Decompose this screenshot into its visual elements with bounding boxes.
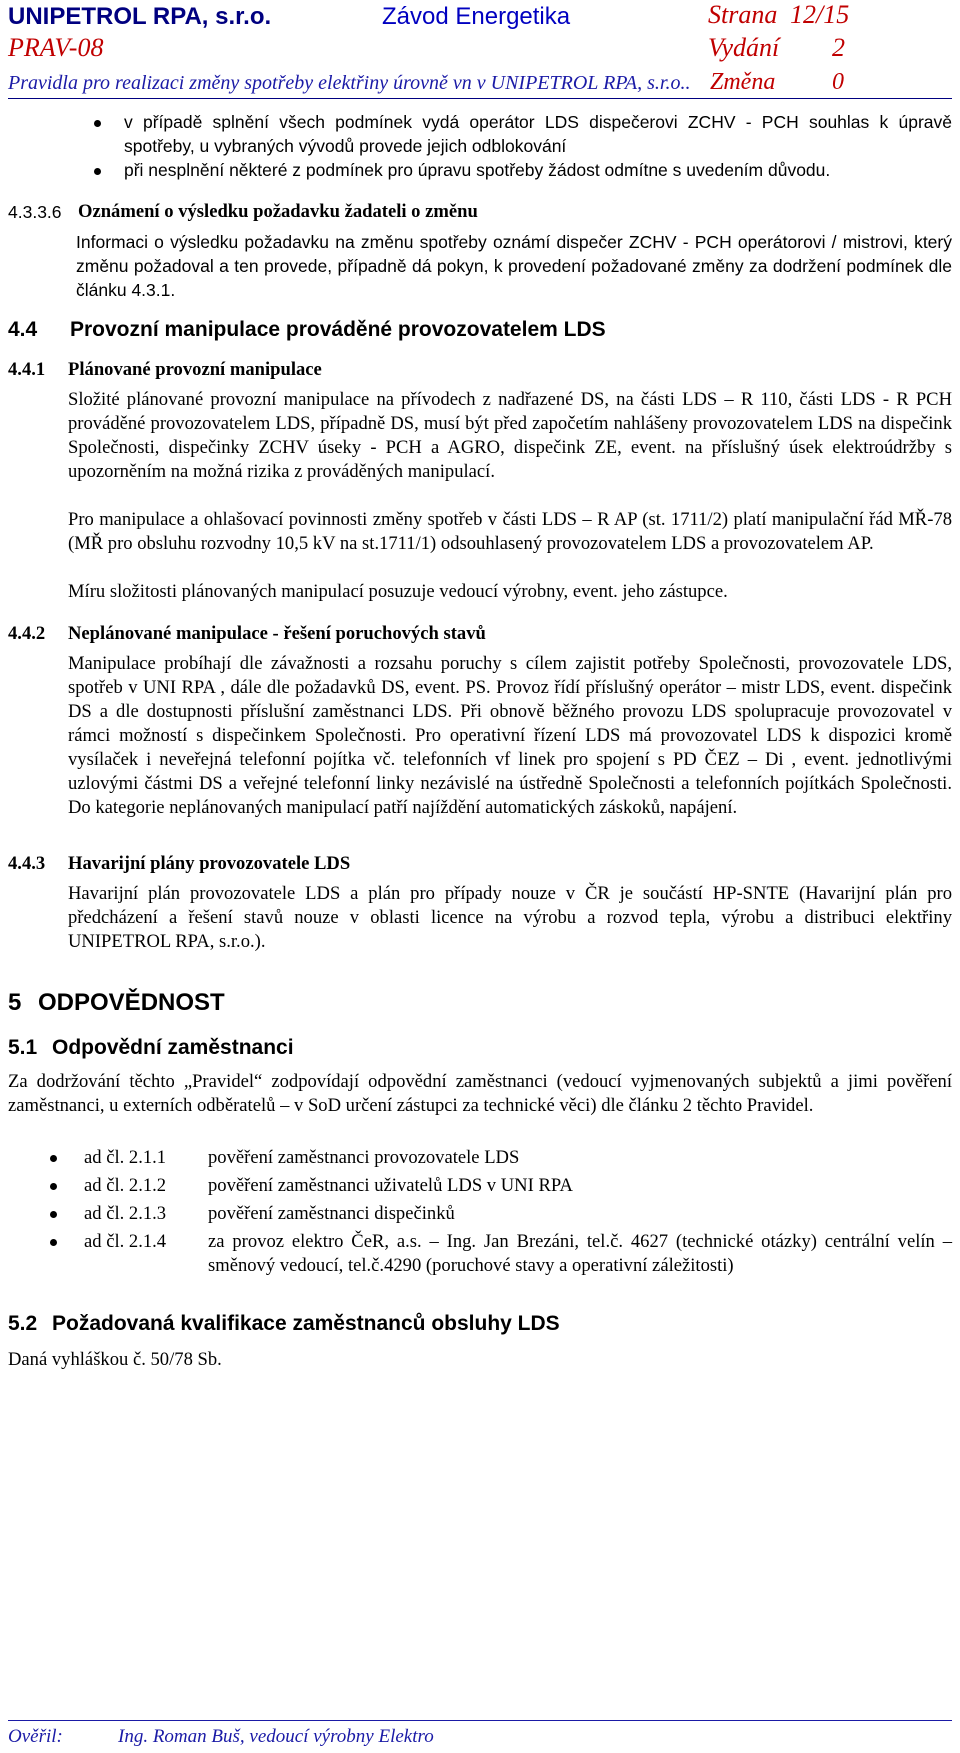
page-label: Strana	[708, 0, 778, 29]
section-paragraph: Za dodržování těchto „Pravidel“ zodpovídají odpovědní zaměstnanci (vedoucí vyjmenovaných subjektů a jimi pověření zaměstnanci, u externích odběratelů – v SoD určení zástupci za technické věci) dle článku 2 těchto Pravidel.	[8, 1071, 952, 1116]
change-number: 0	[832, 69, 844, 95]
bullet-dot	[94, 168, 101, 175]
header-rule	[8, 98, 952, 99]
change-label: Změna	[710, 69, 776, 95]
section-title: Oznámení o výsledku požadavku žadateli o změnu	[78, 201, 478, 222]
document-title: Pravidla pro realizaci změny spotřeby elektřiny úrovně vn v UNIPETROL RPA, s.r.o..	[8, 72, 691, 94]
bullet-dot	[50, 1239, 57, 1246]
intro-bullet: v případě splnění všech podmínek vydá operátor LDS dispečerovi ZCHV - PCH souhlas k úpravě spotřeby, u vybraných vývodů provede jejich odblokování	[124, 112, 952, 156]
section-paragraph: Míru složitosti plánovaných manipulací posuzuje vedoucí výrobny, event. jeho zástupce.	[68, 581, 728, 602]
section-number: 4.3.3.6	[8, 202, 62, 222]
bullet-dot	[50, 1211, 57, 1218]
footer-label: Ověřil:	[8, 1726, 63, 1747]
list-item-description: pověření zaměstnanci dispečinků	[208, 1203, 455, 1224]
section-title: Plánované provozní manipulace	[68, 359, 322, 380]
section-title: Havarijní plány provozovatele LDS	[68, 853, 351, 874]
section-number: 4.4.3	[8, 853, 46, 874]
section-number: 5.1	[8, 1036, 38, 1059]
bullet-dot	[94, 120, 101, 127]
section-heading: Požadovaná kvalifikace zaměstnanců obsluhy LDS	[52, 1312, 560, 1335]
section-paragraph: Daná vyhláškou č. 50/78 Sb.	[8, 1349, 222, 1370]
section-paragraph: Manipulace probíhají dle závažnosti a rozsahu poruchy s cílem zajistit potřeby Společnosti, provozovatele LDS, spotřeb v UNI RPA , dále dle požadavků DS, event. PS. Provoz řídí příslušný operátor – mistr LDS, event. dispečink DS a dle dostupnosti příslušní zaměstnanci LDS. Při obnově běžného provozu LDS spolupracuje provozovatel v rámci možností s dispečinkem Společnosti. Pro operativní řízení LDS má provozovatel LDS k dispozici kromě vysílaček i neveřejná telefonní pojítka vč. telefonních vf linek pro spojení s PD ČEZ – Di , event. jednotlivými uzlovými částmi DS a veřejné telefonní linky nezávislé na ústředně Společnosti a telefonních pojítkách Společnosti. Do kategorie neplánovaných manipulací patří najíždění automatických záskoků, napájení.	[68, 653, 952, 818]
section-paragraph: Havarijní plán provozovatele LDS a plán pro případy nouze v ČR je součástí HP-SNTE (Havarijní plán pro předcházení a řešení stavů nouze v oblasti licence na výrobu a rozvod tepla, výrobu a distribuci elektřiny UNIPETROL RPA, s.r.o.).	[68, 883, 952, 952]
footer-approver: Ing. Roman Buš, vedoucí výrobny Elektro	[118, 1726, 434, 1747]
chapter-heading: ODPOVĚDNOST	[38, 989, 225, 1016]
chapter-number: 5	[8, 989, 22, 1016]
list-item-reference: ad čl. 2.1.2	[84, 1175, 167, 1196]
page-number: 12/15	[790, 0, 850, 29]
list-item-description: pověření zaměstnanci uživatelů LDS v UNI RPA	[208, 1175, 573, 1196]
section-paragraph: Složité plánované provozní manipulace na přívodech z nadřazené DS, na části LDS – R 110, části LDS - R PCH prováděné provozovatelem LDS, případně DS, musí být před započetím nahlášeny provozovatelem LDS na dispečink Společnosti, dispečinky ZCHV úseky - PCH a AGRO, dispečink ZE, event. na příslušný úsek elektroúdržby s upozorněním na možná rizika z prováděných manipulací.	[68, 389, 952, 482]
section-paragraph: Pro manipulace a ohlašovací povinnosti změny spotřeb v části LDS – R AP (st. 1711/2) platí manipulační řád MŘ-78 (MŘ pro obsluhu rozvodny 10,5 kV na st.1711/1) odsouhlasený provozovatelem LDS a provozovatelem AP.	[68, 509, 952, 554]
intro-bullet: při nesplnění některé z podmínek pro úpravu spotřeby žádost odmítne s uvedením důvodu.	[124, 160, 831, 180]
list-item-reference: ad čl. 2.1.4	[84, 1231, 167, 1252]
bullet-dot	[50, 1155, 57, 1162]
section-heading: Odpovědní zaměstnanci	[52, 1036, 294, 1059]
document-code: PRAV-08	[8, 33, 104, 62]
list-item-reference: ad čl. 2.1.1	[84, 1147, 167, 1168]
section-number: 4.4	[8, 318, 38, 341]
department-name: Závod Energetika	[382, 3, 571, 30]
edition-number: 2	[832, 33, 845, 62]
section-number: 5.2	[8, 1312, 38, 1335]
section-heading: Provozní manipulace prováděné provozovatelem LDS	[70, 318, 606, 341]
list-item-reference: ad čl. 2.1.3	[84, 1203, 167, 1224]
section-number: 4.4.2	[8, 623, 46, 644]
company-name: UNIPETROL RPA, s.r.o.	[8, 3, 272, 30]
footer-rule	[8, 1720, 952, 1721]
list-item-description: pověření zaměstnanci provozovatele LDS	[208, 1147, 520, 1168]
edition-label: Vydání	[708, 33, 780, 62]
section-title: Neplánované manipulace - řešení poruchových stavů	[68, 623, 486, 644]
section-number: 4.4.1	[8, 359, 46, 380]
list-item-description: za provoz elektro ČeR, a.s. – Ing. Jan Brezáni, tel.č. 4627 (technické otázky) centrální velín – směnový vedoucí, tel.č.4290 (poruchové stavy a operativní záležitosti)	[208, 1231, 952, 1276]
bullet-dot	[50, 1183, 57, 1190]
section-paragraph: Informaci o výsledku požadavku na změnu spotřeby oznámí dispečer ZCHV - PCH operátorovi / mistrovi, který změnu požadoval a ten provede, případně dá pokyn, k provedení požadované změny za dodržení podmínek dle článku 4.3.1.	[76, 232, 952, 300]
